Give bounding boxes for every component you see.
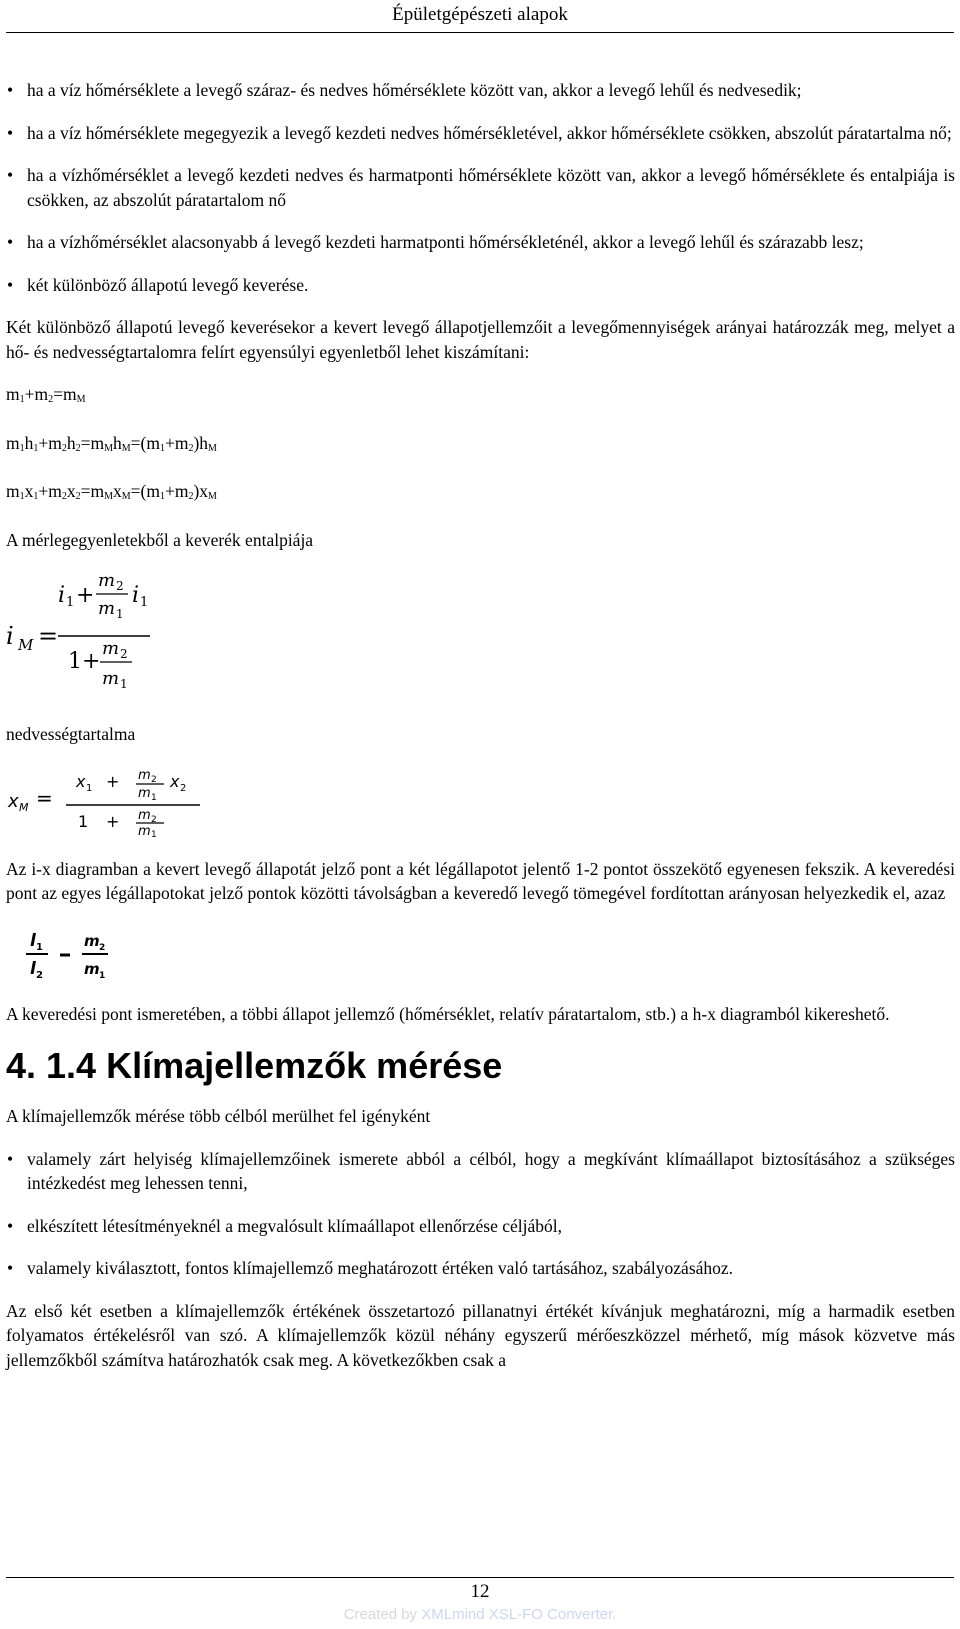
svg-text:m: m xyxy=(138,807,151,823)
list-item: • valamely kiválasztott, fontos klímajellemző meghatározott értéken való tartásához, szabályozásához. xyxy=(6,1256,955,1281)
svg-text:2: 2 xyxy=(116,579,124,593)
svg-text:+: + xyxy=(76,583,95,608)
converter-credit xyxy=(0,1606,960,1623)
paragraph-ix-diagram: Az i-x diagramban a kevert levegő állapotát jelző pont a két légállapotot jelentő 1-2 pontot összekötő egyenesen fekszik. A keveredési pont az egyes légállapotokat jelző pontok közötti távolságban a keveredő levegő tömegével fordítottan arányosan helyezkedik el, azaz xyxy=(6,858,955,903)
paragraph-mixing-point: A keveredési pont ismeretében, a többi állapot jellemző (hőmérséklet, relatív páratartalom, stb.) a h-x diagramból kikereshető. xyxy=(6,1003,890,1024)
equation-mass-balance: $m_1+m_2=m_M$ xyxy=(6,384,86,405)
svg-text:m: m xyxy=(98,570,116,591)
footer-divider xyxy=(6,1577,954,1578)
list-item: • ha a vízhőmérséklet a levegő kezdeti nedves és harmatponti hőmérséklete között van, akkor a levegő hőmérséklete és entalpiája is csökken, az abszolút páratartalom nő xyxy=(6,163,955,212)
svg-text:m: m xyxy=(138,767,151,783)
svg-text:1: 1 xyxy=(86,782,93,794)
svg-text:1: 1 xyxy=(66,595,75,610)
paragraph-enthalpy: A mérlegegyenletekből a keverék entalpiája xyxy=(6,529,314,550)
svg-text:+: + xyxy=(106,811,120,831)
svg-text:i: i xyxy=(6,622,14,650)
svg-text:m: m xyxy=(84,931,100,950)
paragraph-mixing: Két különböző állapotú levegő keverésekor a kevert levegő állapotjellemzőit a levegőmennyiségek arányai határozzák meg, melyet a hő- és nedvességtartalomra felírt egyensúlyi egyenletből lehet kiszámítani: xyxy=(6,317,955,362)
paragraph-last: Az első két esetben a klímajellemzők értékének összetartozó pillanatnyi értékét kívánjuk meghatározni, míg a harmadik esetben folyamatos értékelésről van szó. A klímajellemzők közül néhány egyszerű mérőeszközzel mérhető, míg mások közvetve más jellemzőkből számítva határozhatók csak meg. A következőkben csak a xyxy=(6,1300,955,1370)
svg-text:1: 1 xyxy=(36,941,43,953)
svg-text:1: 1 xyxy=(120,677,128,691)
formula-mixture-moisture xyxy=(6,765,955,837)
credit-link[interactable]: XMLmind XSL-FO Converter xyxy=(421,1606,613,1623)
svg-text:1: 1 xyxy=(151,829,157,837)
page-header: Épületgépészeti alapok xyxy=(392,4,568,25)
svg-text:1: 1 xyxy=(116,607,124,621)
svg-text:1: 1 xyxy=(151,792,157,803)
formula-lever-rule xyxy=(6,924,955,982)
svg-text:m: m xyxy=(138,823,151,837)
paragraph-intro: A klímajellemzők mérése több célból merülhet fel igényként xyxy=(6,1106,431,1126)
svg-text:2: 2 xyxy=(99,942,106,953)
page-body xyxy=(6,78,955,1390)
formula-mixture-enthalpy xyxy=(6,570,955,702)
svg-text:1: 1 xyxy=(99,970,106,981)
svg-text:x: x xyxy=(8,790,19,812)
svg-text:M: M xyxy=(18,636,34,654)
svg-text:m: m xyxy=(138,785,151,801)
svg-text:i: i xyxy=(132,583,140,608)
list-item: • ha a víz hőmérséklete megegyezik a levegő kezdeti nedves hőmérsékletével, akkor hőmérséklete csökken, abszolút páratartalma nő; xyxy=(6,121,955,146)
list-item: • ha a vízhőmérséklet alacsonyabb á levegő kezdeti harmatponti hőmérsékleténél, akkor a levegő lehűl és szárazabb lesz; xyxy=(6,230,955,255)
svg-text:1+: 1+ xyxy=(68,649,101,674)
svg-text:2: 2 xyxy=(36,969,43,981)
svg-text:x: x xyxy=(170,771,180,791)
list-item: • elkészített létesítményeknél a megvalósult klímaállapot ellenőrzése céljából, xyxy=(6,1214,955,1239)
svg-text:M: M xyxy=(19,800,29,814)
svg-text:x: x xyxy=(76,771,86,791)
svg-text:=: = xyxy=(38,622,59,650)
svg-text:2: 2 xyxy=(151,774,157,785)
list-item: • két különböző állapotú levegő keverése. xyxy=(6,273,955,298)
page-number: 12 xyxy=(470,1581,490,1602)
equation-enthalpy-balance: $m_1h_1+m_2h_2=m_Mh_M=(m_1+m_2)h_M$ xyxy=(6,432,217,454)
header-divider xyxy=(6,32,954,33)
svg-text:2: 2 xyxy=(180,782,187,794)
credit-prefix: Created by xyxy=(343,1606,422,1623)
svg-text:+: + xyxy=(106,771,120,791)
svg-text:l: l xyxy=(30,958,36,979)
svg-text:l: l xyxy=(30,930,36,951)
svg-text:i: i xyxy=(58,583,66,608)
credit-suffix: . xyxy=(612,1606,617,1623)
svg-text:m: m xyxy=(102,668,120,689)
equation-moisture-balance: $m_1x_1+m_2x_2=m_Mx_M=(m_1+m_2)x_M$ xyxy=(6,481,217,502)
label-moisture: nedvességtartalma xyxy=(6,724,136,744)
svg-text:2: 2 xyxy=(151,814,157,825)
svg-text:m: m xyxy=(102,638,120,659)
svg-text:2: 2 xyxy=(120,647,128,661)
svg-text:1: 1 xyxy=(140,595,149,610)
list-item: • valamely zárt helyiség klímajellemzőinek ismerete abból a célból, hogy a megkívánt klímaállapot biztosításához a szükséges intézkedést meg lehessen tenni, xyxy=(6,1147,955,1196)
svg-text:1: 1 xyxy=(78,811,89,831)
section-heading: 4. 1.4 Klímajellemzők mérése xyxy=(6,1045,503,1086)
svg-text:m: m xyxy=(84,959,100,978)
svg-text:m: m xyxy=(98,598,116,619)
list-item: • ha a víz hőmérséklete a levegő száraz- és nedves hőmérséklete között van, akkor a levegő lehűl és nedvesedik; xyxy=(6,78,955,103)
svg-text:=: = xyxy=(36,785,53,810)
